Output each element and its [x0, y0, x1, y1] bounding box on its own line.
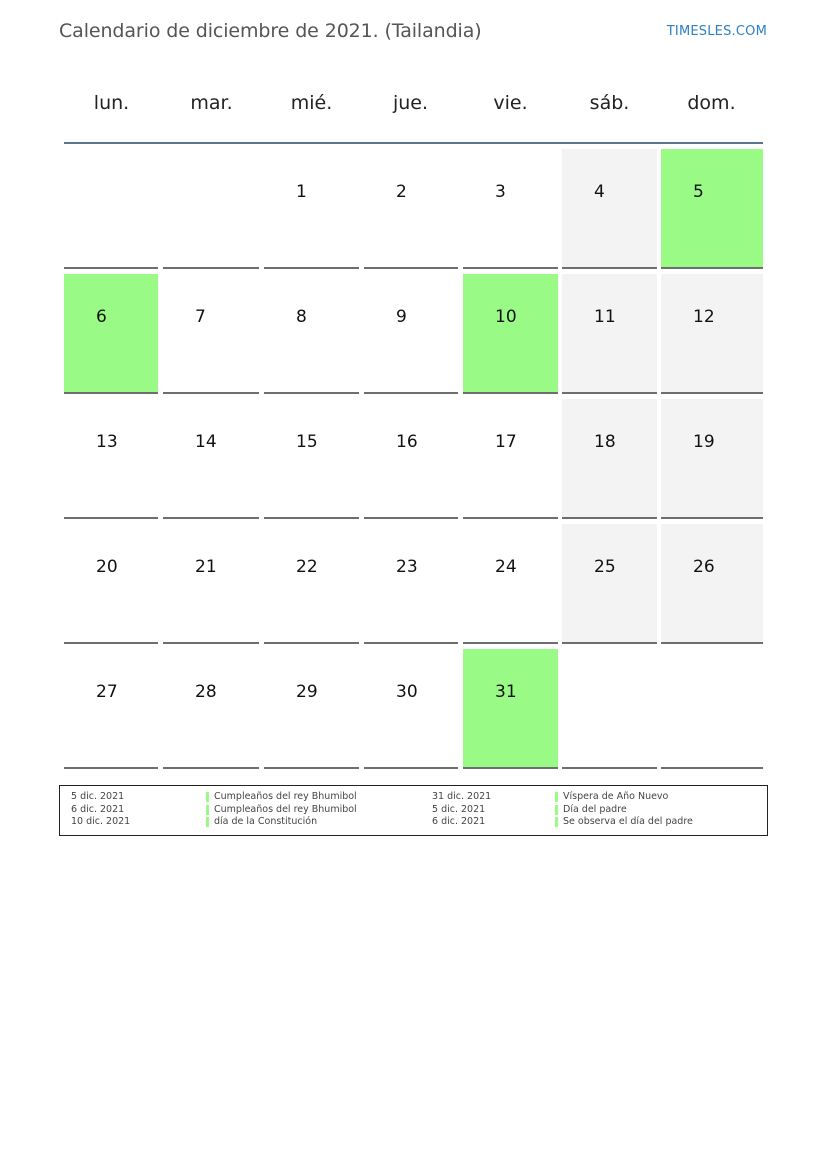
day-number: 10	[495, 307, 517, 327]
day-number: 5	[693, 182, 704, 202]
day-cell[interactable]	[661, 399, 763, 519]
day-cell[interactable]	[264, 274, 359, 394]
day-cell[interactable]	[562, 149, 657, 269]
day-cell[interactable]	[562, 274, 657, 394]
legend-holiday-name: Víspera de Año Nuevo	[563, 791, 669, 802]
day-cell[interactable]	[64, 649, 158, 769]
legend-date: 5 dic. 2021	[71, 791, 125, 802]
day-number: 7	[195, 307, 206, 327]
day-cell[interactable]	[64, 524, 158, 644]
holiday-color-swatch	[555, 805, 558, 815]
day-number: 19	[693, 432, 715, 452]
day-cell[interactable]	[264, 524, 359, 644]
weekday-label: lun.	[93, 92, 130, 114]
empty-cell	[64, 149, 158, 269]
day-number: 18	[594, 432, 616, 452]
legend-entry	[60, 791, 760, 804]
day-cell[interactable]	[562, 399, 657, 519]
day-number: 31	[495, 682, 517, 702]
holiday-color-swatch	[555, 817, 558, 827]
legend-holiday-name: Cumpleaños del rey Bhumibol	[214, 791, 357, 802]
weekday-label: sáb.	[589, 92, 630, 114]
day-number: 24	[495, 557, 517, 577]
day-cell[interactable]	[463, 274, 558, 394]
legend-date: 10 dic. 2021	[71, 816, 131, 827]
day-cell[interactable]	[264, 649, 359, 769]
day-cell[interactable]	[64, 399, 158, 519]
day-cell[interactable]	[661, 524, 763, 644]
day-number: 16	[396, 432, 418, 452]
day-number: 1	[296, 182, 307, 202]
day-number: 13	[96, 432, 118, 452]
legend-holiday-name: día de la Constitución	[214, 816, 318, 827]
weekday-label: mar.	[190, 92, 233, 114]
day-cell[interactable]	[163, 649, 259, 769]
day-cell[interactable]	[463, 399, 558, 519]
weekday-label: dom.	[687, 92, 736, 114]
holiday-legend	[59, 785, 768, 836]
day-number: 12	[693, 307, 715, 327]
day-cell[interactable]	[562, 524, 657, 644]
day-number: 14	[195, 432, 217, 452]
day-cell[interactable]	[463, 149, 558, 269]
weekday-label: jue.	[392, 92, 429, 114]
day-number: 23	[396, 557, 418, 577]
day-number: 15	[296, 432, 318, 452]
weekday-label: vie.	[493, 92, 528, 114]
day-cell[interactable]	[463, 649, 558, 769]
legend-holiday-name: Se observa el día del padre	[563, 816, 693, 827]
legend-date: 6 dic. 2021	[432, 816, 486, 827]
day-cell[interactable]	[163, 399, 259, 519]
day-number: 27	[96, 682, 118, 702]
day-number: 28	[195, 682, 217, 702]
day-number: 11	[594, 307, 616, 327]
page-title: Calendario de diciembre de 2021. (Tailandia)	[59, 20, 482, 42]
legend-date: 6 dic. 2021	[71, 803, 125, 815]
empty-cell	[661, 649, 763, 769]
day-number: 21	[195, 557, 217, 577]
day-cell[interactable]	[163, 274, 259, 394]
empty-cell	[163, 149, 259, 269]
day-cell[interactable]	[661, 274, 763, 394]
day-cell[interactable]	[661, 149, 763, 269]
day-number: 20	[96, 557, 118, 577]
weekday-label: mié.	[290, 92, 333, 114]
day-number: 26	[693, 557, 715, 577]
day-number: 2	[396, 182, 407, 202]
day-cell[interactable]	[64, 274, 158, 394]
day-number: 9	[396, 307, 407, 327]
day-cell[interactable]	[364, 399, 458, 519]
legend-entry	[60, 816, 760, 829]
day-number: 25	[594, 557, 616, 577]
day-number: 29	[296, 682, 318, 702]
day-cell[interactable]	[163, 524, 259, 644]
legend-entry	[60, 804, 760, 817]
day-number: 6	[96, 307, 107, 327]
legend-holiday-name: Cumpleaños del rey Bhumibol	[214, 803, 357, 815]
day-cell[interactable]	[463, 524, 558, 644]
day-number: 3	[495, 182, 506, 202]
day-cell[interactable]	[364, 524, 458, 644]
day-number: 8	[296, 307, 307, 327]
legend-date: 31 dic. 2021	[432, 791, 492, 802]
day-cell[interactable]	[364, 274, 458, 394]
day-number: 30	[396, 682, 418, 702]
legend-date: 5 dic. 2021	[432, 803, 486, 815]
brand-link[interactable]: TIMESLES.COM	[666, 24, 767, 39]
day-number: 17	[495, 432, 517, 452]
day-number: 22	[296, 557, 318, 577]
day-cell[interactable]	[364, 649, 458, 769]
empty-cell	[562, 649, 657, 769]
day-cell[interactable]	[264, 149, 359, 269]
legend-holiday-name: Día del padre	[563, 803, 627, 815]
day-cell[interactable]	[264, 399, 359, 519]
day-number: 4	[594, 182, 605, 202]
holiday-color-swatch	[555, 792, 558, 802]
day-cell[interactable]	[364, 149, 458, 269]
